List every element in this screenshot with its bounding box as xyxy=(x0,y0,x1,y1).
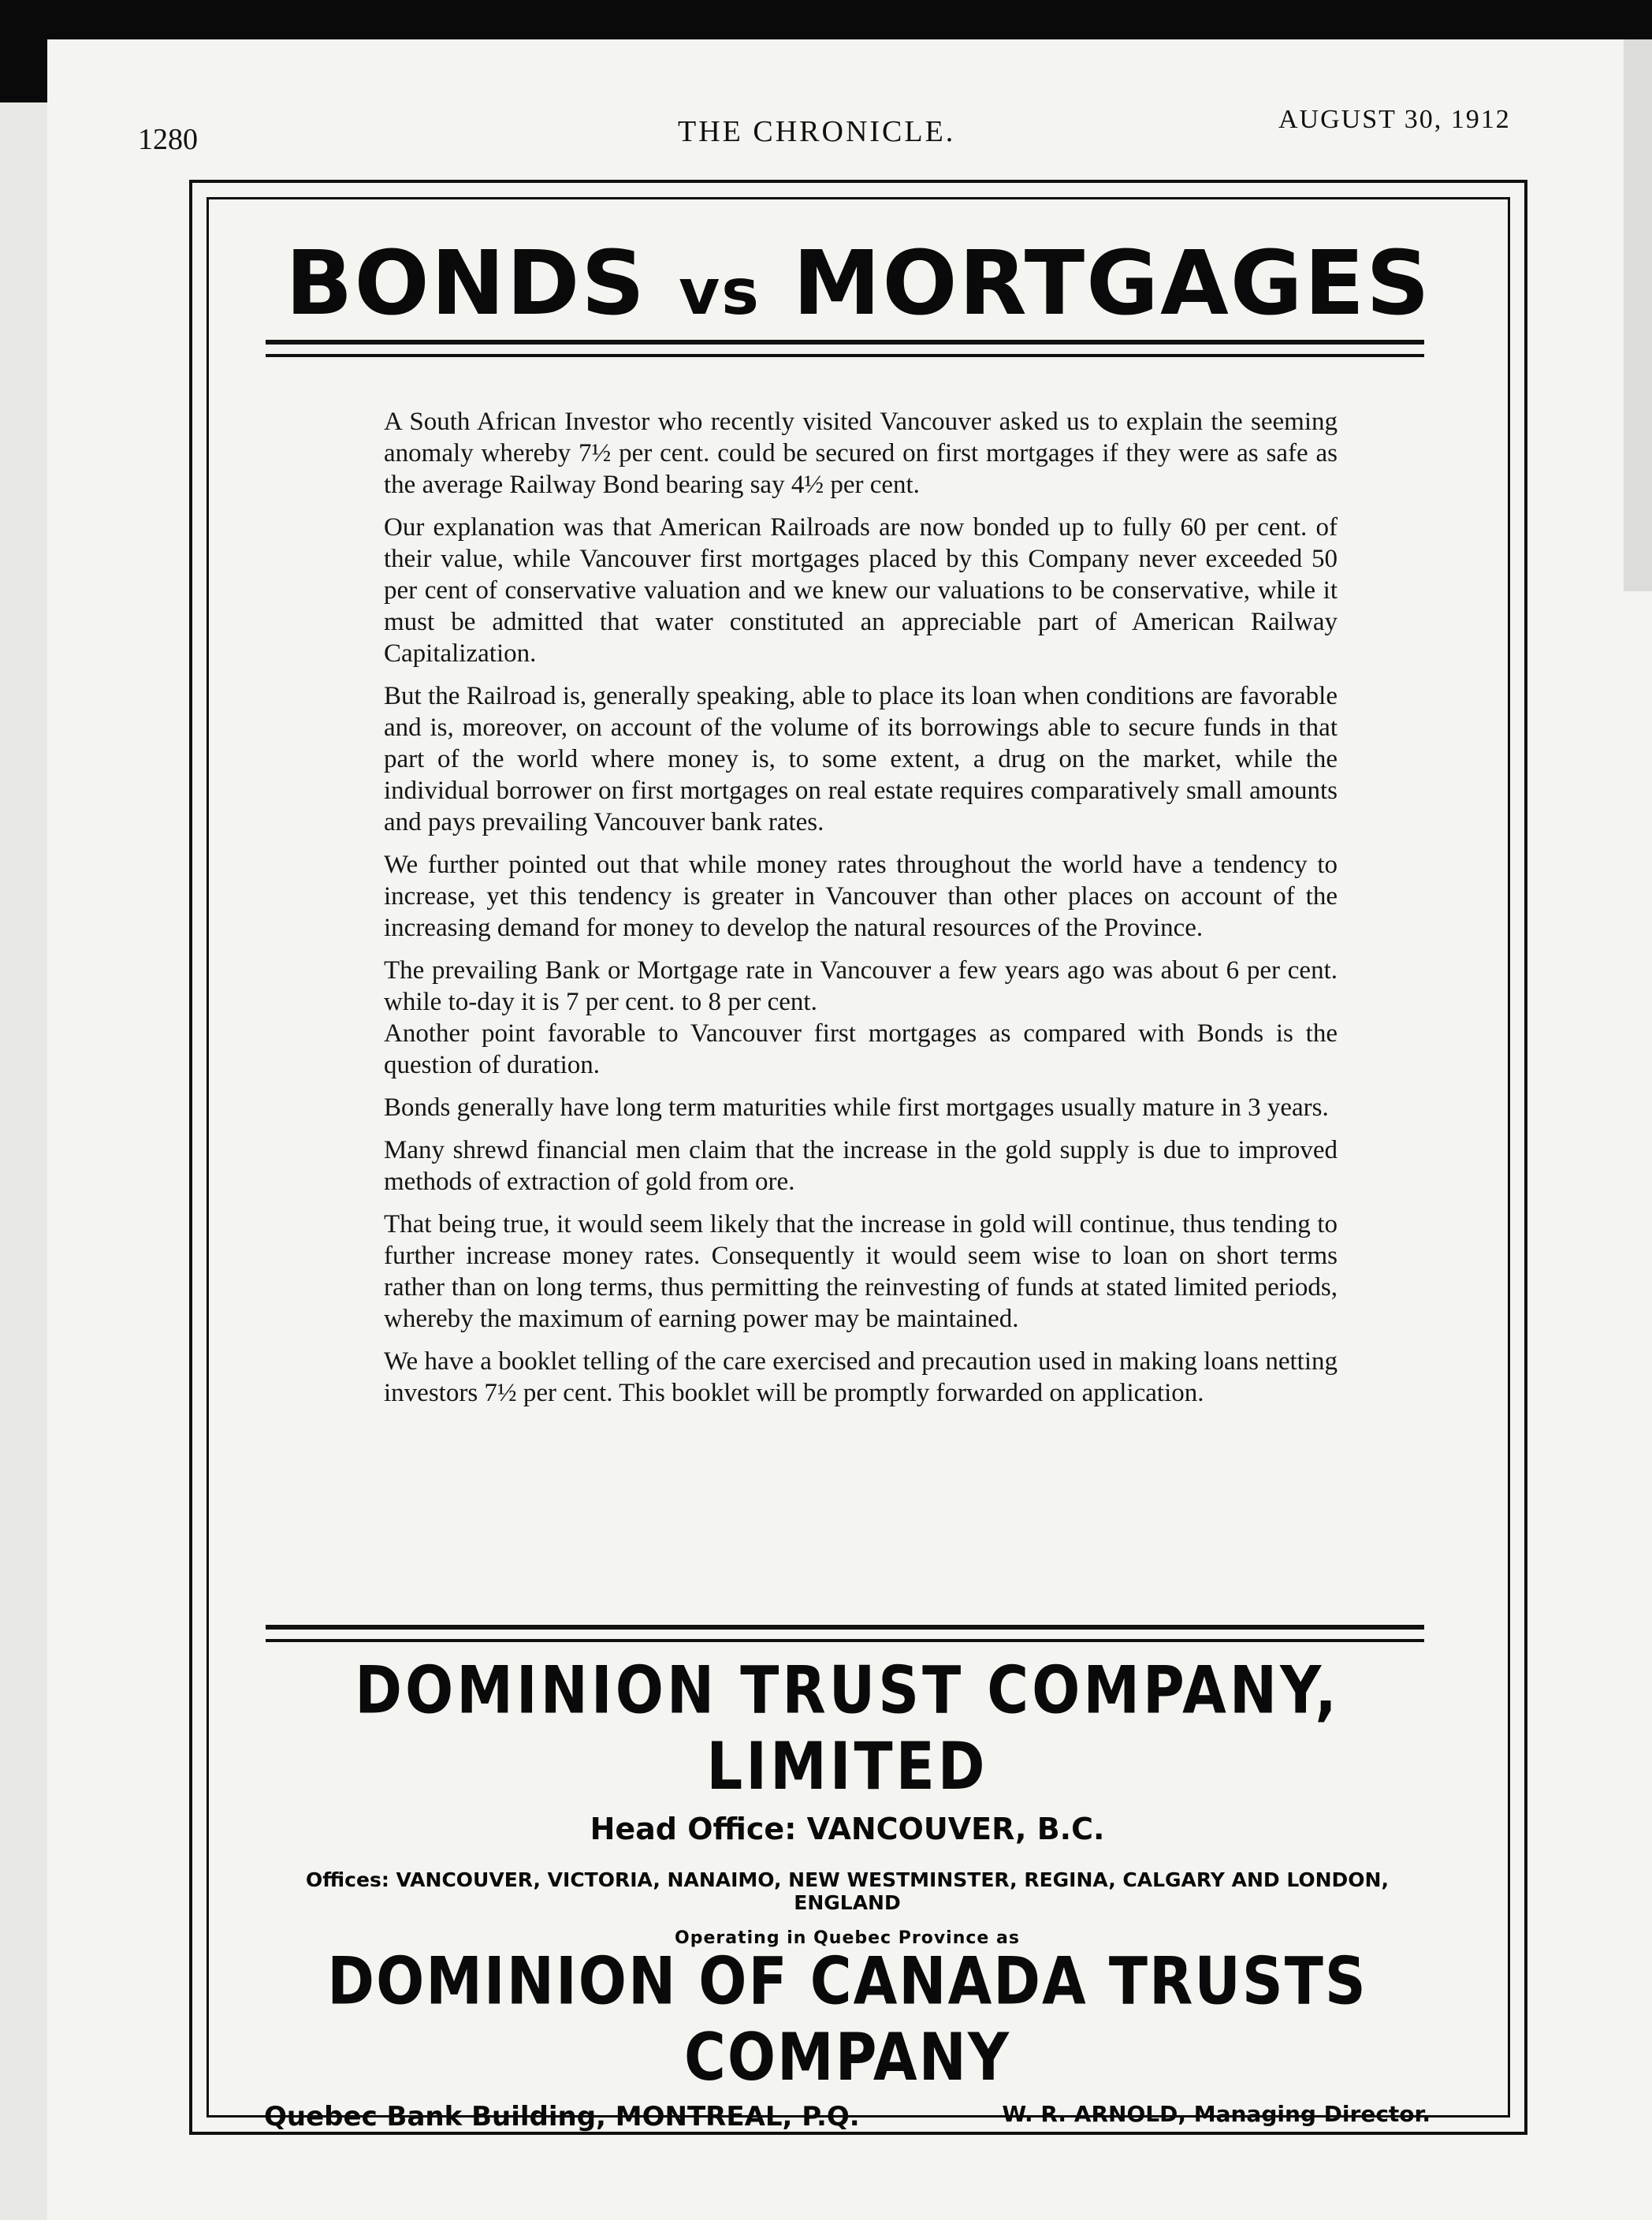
advertisement-title xyxy=(209,233,1508,335)
divider-rule xyxy=(266,1625,1424,1642)
company-block xyxy=(264,1652,1431,2140)
paragraph: A South African Investor who recently visited Vancouver asked us to explain the seeming anomaly whereby 7½ per cent. could be secured on first mortgages if they were as safe as the average Railway Bond bearing say 4½ per cent. xyxy=(384,408,1338,499)
divider-rule xyxy=(266,340,1424,357)
operating-note: Operating in Quebec Province as xyxy=(675,1928,1020,1948)
managing-director: W. R. ARNOLD, Managing Director. xyxy=(1002,2101,1431,2127)
issue-date: AUGUST 30, 1912 xyxy=(1278,105,1511,134)
advertisement-frame xyxy=(189,180,1527,2135)
head-office: Head Office: VANCOUVER, B.C. xyxy=(590,1812,1105,1846)
title-bonds: BONDS xyxy=(285,233,647,335)
advertisement-inner-frame xyxy=(206,197,1510,2132)
contact-row xyxy=(264,2101,1431,2140)
company-name: DOMINION TRUST COMPANY, LIMITED xyxy=(355,1652,1340,1805)
paragraph: But the Railroad is, generally speaking, able to place its loan when conditions are favorable and is, moreover, on account of the volume of its borrowings able to secure funds in that part of the world where money is, to some extent, a drug on the market, while the individual borrower on first mortgages on real estate requires comparatively small amounts and pays prevailing Vancouver bank rates. xyxy=(384,682,1338,836)
page-header xyxy=(0,99,1652,156)
paragraph: Bonds generally have long term maturities while first mortgages usually mature in 3 years. xyxy=(384,1093,1329,1122)
title-mortgages: MORTGAGES xyxy=(792,233,1431,335)
paragraph: That being true, it would seem likely that the increase in gold will continue, thus tending to further increase money rates. Consequently it would seem wise to loan on short terms rather than on long terms, thus permitting the reinvesting of funds at stated limited periods, whereby the maximum of earning power may be maintained. xyxy=(384,1210,1338,1333)
advertisement-body xyxy=(384,406,1338,1420)
paragraph: We further pointed out that while money rates throughout the world have a tendency to increase, yet this tendency is greater in Vancouver than other places on account of the increasing demand for money to develop the natural resources of the Province. xyxy=(384,851,1338,942)
paragraph: Another point favorable to Vancouver first mortgages as compared with Bonds is the question of duration. xyxy=(384,1019,1338,1079)
paragraph: The prevailing Bank or Mortgage rate in Vancouver a few years ago was about 6 per cent. while to-day it is 7 per cent. to 8 per cent. xyxy=(384,956,1338,1016)
paragraph: We have a booklet telling of the care exercised and precaution used in making loans netting investors 7½ per cent. This booklet will be promptly forwarded on application. xyxy=(384,1347,1338,1407)
page-number: 1280 xyxy=(138,123,198,156)
quebec-company-name: DOMINION OF CANADA TRUSTS COMPANY xyxy=(327,1942,1367,2095)
title-vs: vs xyxy=(679,255,761,329)
paragraph: Many shrewd financial men claim that the increase in the gold supply is due to improved methods of extraction of gold from ore. xyxy=(384,1136,1338,1196)
paragraph: Our explanation was that American Railroads are now bonded up to fully 60 per cent. of their value, while Vancouver first mortgages placed by this Company never exceeded 50 per cent of conservative valuation and we knew our valuations to be conservative, while it must be admitted that water constituted an appreciable part of American Railway Capitalization. xyxy=(384,513,1338,668)
quebec-address: Quebec Bank Building, MONTREAL, P.Q. xyxy=(264,2101,860,2132)
scan-edge xyxy=(0,102,50,2220)
journal-title: THE CHRONICLE. xyxy=(678,115,956,148)
office-locations: Offices: VANCOUVER, VICTORIA, NANAIMO, NEW WESTMINSTER, REGINA, CALGARY AND LONDON, ENGLAND xyxy=(306,1868,1389,1914)
